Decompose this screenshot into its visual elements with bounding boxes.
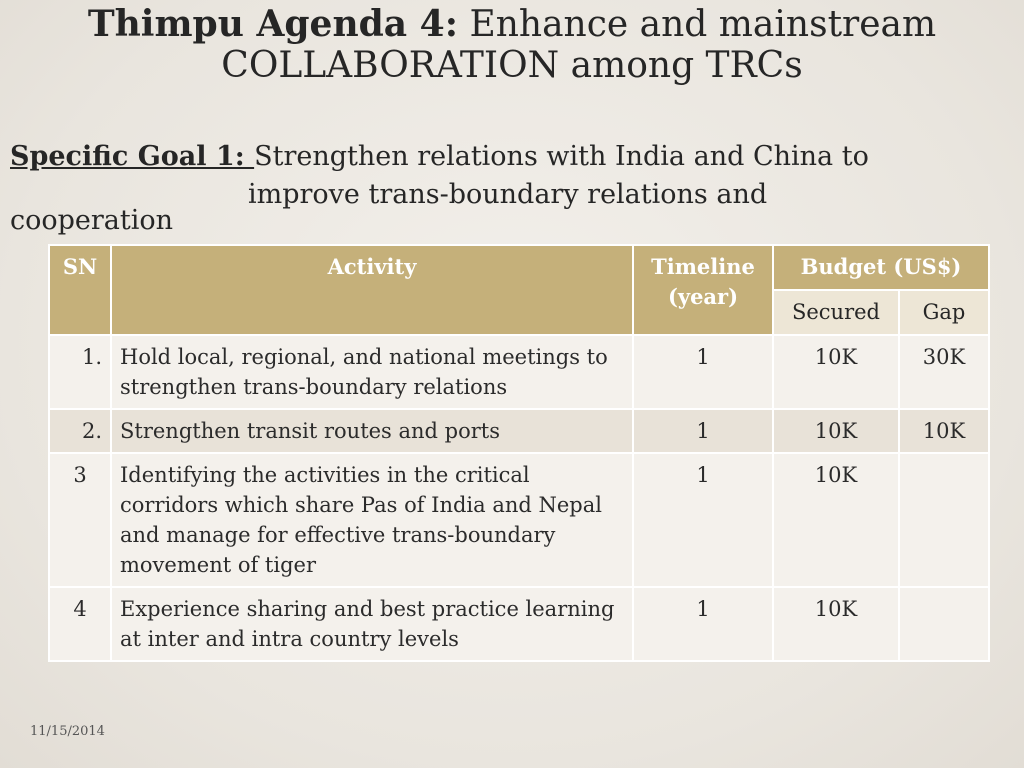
slide-date: 11/15/2014 — [30, 724, 105, 739]
row-secured: 10K — [773, 453, 899, 587]
header-timeline: Timeline (year) — [633, 245, 773, 335]
header-secured: Secured — [773, 290, 899, 335]
row-secured: 10K — [773, 587, 899, 661]
table-row — [49, 453, 989, 587]
row-sn: 2. — [49, 409, 111, 453]
table-header-row — [49, 245, 989, 290]
header-budget: Budget (US$) — [773, 245, 989, 290]
header-gap: Gap — [899, 290, 989, 335]
row-activity: Experience sharing and best practice learning at inter and intra country levels — [111, 587, 633, 661]
title-text: Enhance and mainstream — [458, 4, 937, 45]
row-timeline: 1 — [633, 587, 773, 661]
title-agenda-label: Thimpu Agenda 4: — [87, 3, 458, 45]
row-secured: 10K — [773, 409, 899, 453]
header-activity: Activity — [111, 245, 633, 335]
row-activity: Identifying the activities in the critical corridors which share Pas of India and Nepal and manage for effective trans-boundary movement of tiger — [111, 453, 633, 587]
table-row — [49, 335, 989, 409]
goal-line-3: cooperation — [10, 205, 174, 236]
row-timeline: 1 — [633, 335, 773, 409]
row-gap — [899, 587, 989, 661]
row-activity: Strengthen transit routes and ports — [111, 409, 633, 453]
goal-line-2: improve trans-boundary relations and — [248, 179, 768, 210]
row-gap: 30K — [899, 335, 989, 409]
row-sn: 1. — [49, 335, 111, 409]
slide-title — [0, 4, 1024, 86]
table-row — [49, 587, 989, 661]
goal-label: Specific Goal 1: — [10, 141, 255, 172]
specific-goal — [10, 138, 1000, 240]
goal-line-1: Strengthen relations with India and China to — [254, 141, 869, 172]
row-secured: 10K — [773, 335, 899, 409]
row-sn: 4 — [49, 587, 111, 661]
row-gap — [899, 453, 989, 587]
activity-budget-table — [48, 244, 990, 662]
table-row — [49, 409, 989, 453]
title-line-2: COLLABORATION among TRCs — [221, 45, 803, 86]
row-gap: 10K — [899, 409, 989, 453]
row-timeline: 1 — [633, 409, 773, 453]
header-sn: SN — [49, 245, 111, 335]
row-activity: Hold local, regional, and national meetings to strengthen trans-boundary relations — [111, 335, 633, 409]
row-sn: 3 — [49, 453, 111, 587]
row-timeline: 1 — [633, 453, 773, 587]
